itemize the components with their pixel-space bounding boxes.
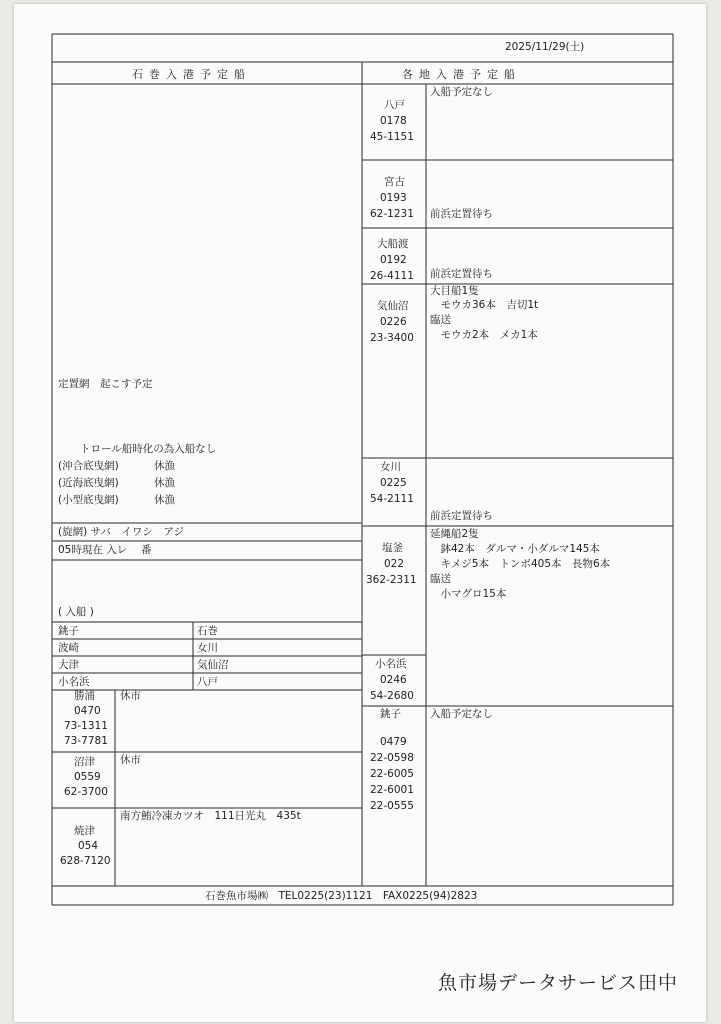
nyusen-cell: 女川 [197, 642, 218, 654]
port-name: 宮古 [384, 176, 405, 188]
sokobiki-label: (近海底曳網) [58, 477, 119, 489]
port-tel: 45-1151 [370, 131, 414, 143]
port-name: 小名浜 [375, 658, 407, 670]
port-tel: 0192 [380, 254, 407, 266]
port-line: 前浜定置待ち [430, 208, 493, 220]
port-line: 臨送 [430, 314, 451, 326]
port-tel: 0225 [380, 477, 407, 489]
port-tel: 62-1231 [370, 208, 414, 220]
port-tel: 22-6005 [370, 768, 414, 780]
port-line: 前浜定置待ち [430, 268, 493, 280]
sokobiki-status: 休漁 [154, 477, 175, 489]
port-tel: 0470 [74, 705, 101, 717]
port-tel: 0559 [74, 771, 101, 783]
port-tel: 62-3700 [64, 786, 108, 798]
port-line: 臨送 [430, 573, 451, 585]
port-tel: 0193 [380, 192, 407, 204]
nyusen-cell: 銚子 [58, 625, 79, 637]
sokobiki-status: 休漁 [154, 494, 175, 506]
footer-contact: 石巻魚市場㈱ TEL0225(23)1121 FAX0225(94)2823 [205, 890, 478, 902]
port-tel: 73-7781 [64, 735, 108, 747]
nyusen-cell: 小名浜 [58, 676, 90, 688]
signature: 魚市場データサービス田中 [438, 972, 679, 994]
nyusen-cell: 気仙沼 [197, 659, 229, 671]
port-tel: 23-3400 [370, 332, 414, 344]
port-name: 勝浦 [74, 690, 95, 702]
port-tel: 362-2311 [366, 574, 417, 586]
port-tel: 54-2680 [370, 690, 414, 702]
nyusen-cell: 大津 [58, 659, 79, 671]
nyusen-cell: 八戸 [197, 676, 218, 688]
port-line: キメジ5本 トンボ405本 長物6本 [430, 558, 611, 570]
nyusen-cell: 石巻 [197, 625, 218, 637]
port-note: 休市 [120, 754, 141, 766]
port-name: 大船渡 [377, 238, 409, 250]
nyusen-title: ( 入船 ) [58, 606, 94, 618]
port-tel: 0479 [380, 736, 407, 748]
other-ports-header: 各地入港予定船 [402, 68, 521, 81]
port-tel: 26-4111 [370, 270, 414, 282]
port-name: 女川 [380, 461, 401, 473]
port-name: 塩釜 [382, 542, 403, 554]
port-line: 大目船1隻 [430, 285, 479, 297]
report-date: 2025/11/29(土) [505, 41, 585, 53]
port-name: 焼津 [74, 825, 95, 837]
port-line: 入船予定なし [430, 708, 493, 720]
port-line: モウカ36本 吉切1t [430, 299, 539, 311]
nyusen-cell: 波崎 [58, 642, 79, 654]
port-note: 休市 [120, 690, 141, 702]
port-tel: 0178 [380, 115, 407, 127]
irefuda-row: 05時現在 入レ 番 [58, 544, 152, 556]
port-line: 延縄船2隻 [430, 528, 479, 540]
sokobiki-label: (小型底曳網) [58, 494, 119, 506]
makiami-row: (旋網) サバ イワシ アジ [58, 526, 184, 538]
sokobiki-label: (沖合底曳網) [58, 460, 119, 472]
port-name: 気仙沼 [377, 300, 409, 312]
port-line: 小マグロ15本 [430, 588, 507, 600]
port-name: 沼津 [74, 756, 95, 768]
teichi-note: 定置網 起こす予定 [58, 378, 153, 390]
port-name: 八戸 [384, 99, 405, 111]
port-tel: 73-1311 [64, 720, 108, 732]
port-note: 南方鮪冷凍カツオ 111日光丸 435t [120, 810, 301, 822]
port-name: 銚子 [380, 708, 401, 720]
port-line: 前浜定置待ち [430, 510, 493, 522]
port-tel: 022 [384, 558, 405, 570]
port-tel: 22-0555 [370, 800, 414, 812]
port-tel: 22-0598 [370, 752, 414, 764]
port-tel: 0226 [380, 316, 407, 328]
trawl-note: トロール船時化の為入船なし [80, 443, 217, 455]
port-tel: 22-6001 [370, 784, 414, 796]
port-tel: 0246 [380, 674, 407, 686]
port-line: モウカ2本 メカ1本 [430, 329, 538, 341]
port-tel: 628-7120 [60, 855, 111, 867]
port-line: 鉢42本 ダルマ・小ダルマ145本 [430, 543, 600, 555]
sokobiki-status: 休漁 [154, 460, 175, 472]
port-tel: 054 [78, 840, 99, 852]
ishinomaki-header: 石巻入港予定船 [132, 68, 251, 81]
port-line: 入船予定なし [430, 86, 493, 98]
port-tel: 54-2111 [370, 493, 414, 505]
